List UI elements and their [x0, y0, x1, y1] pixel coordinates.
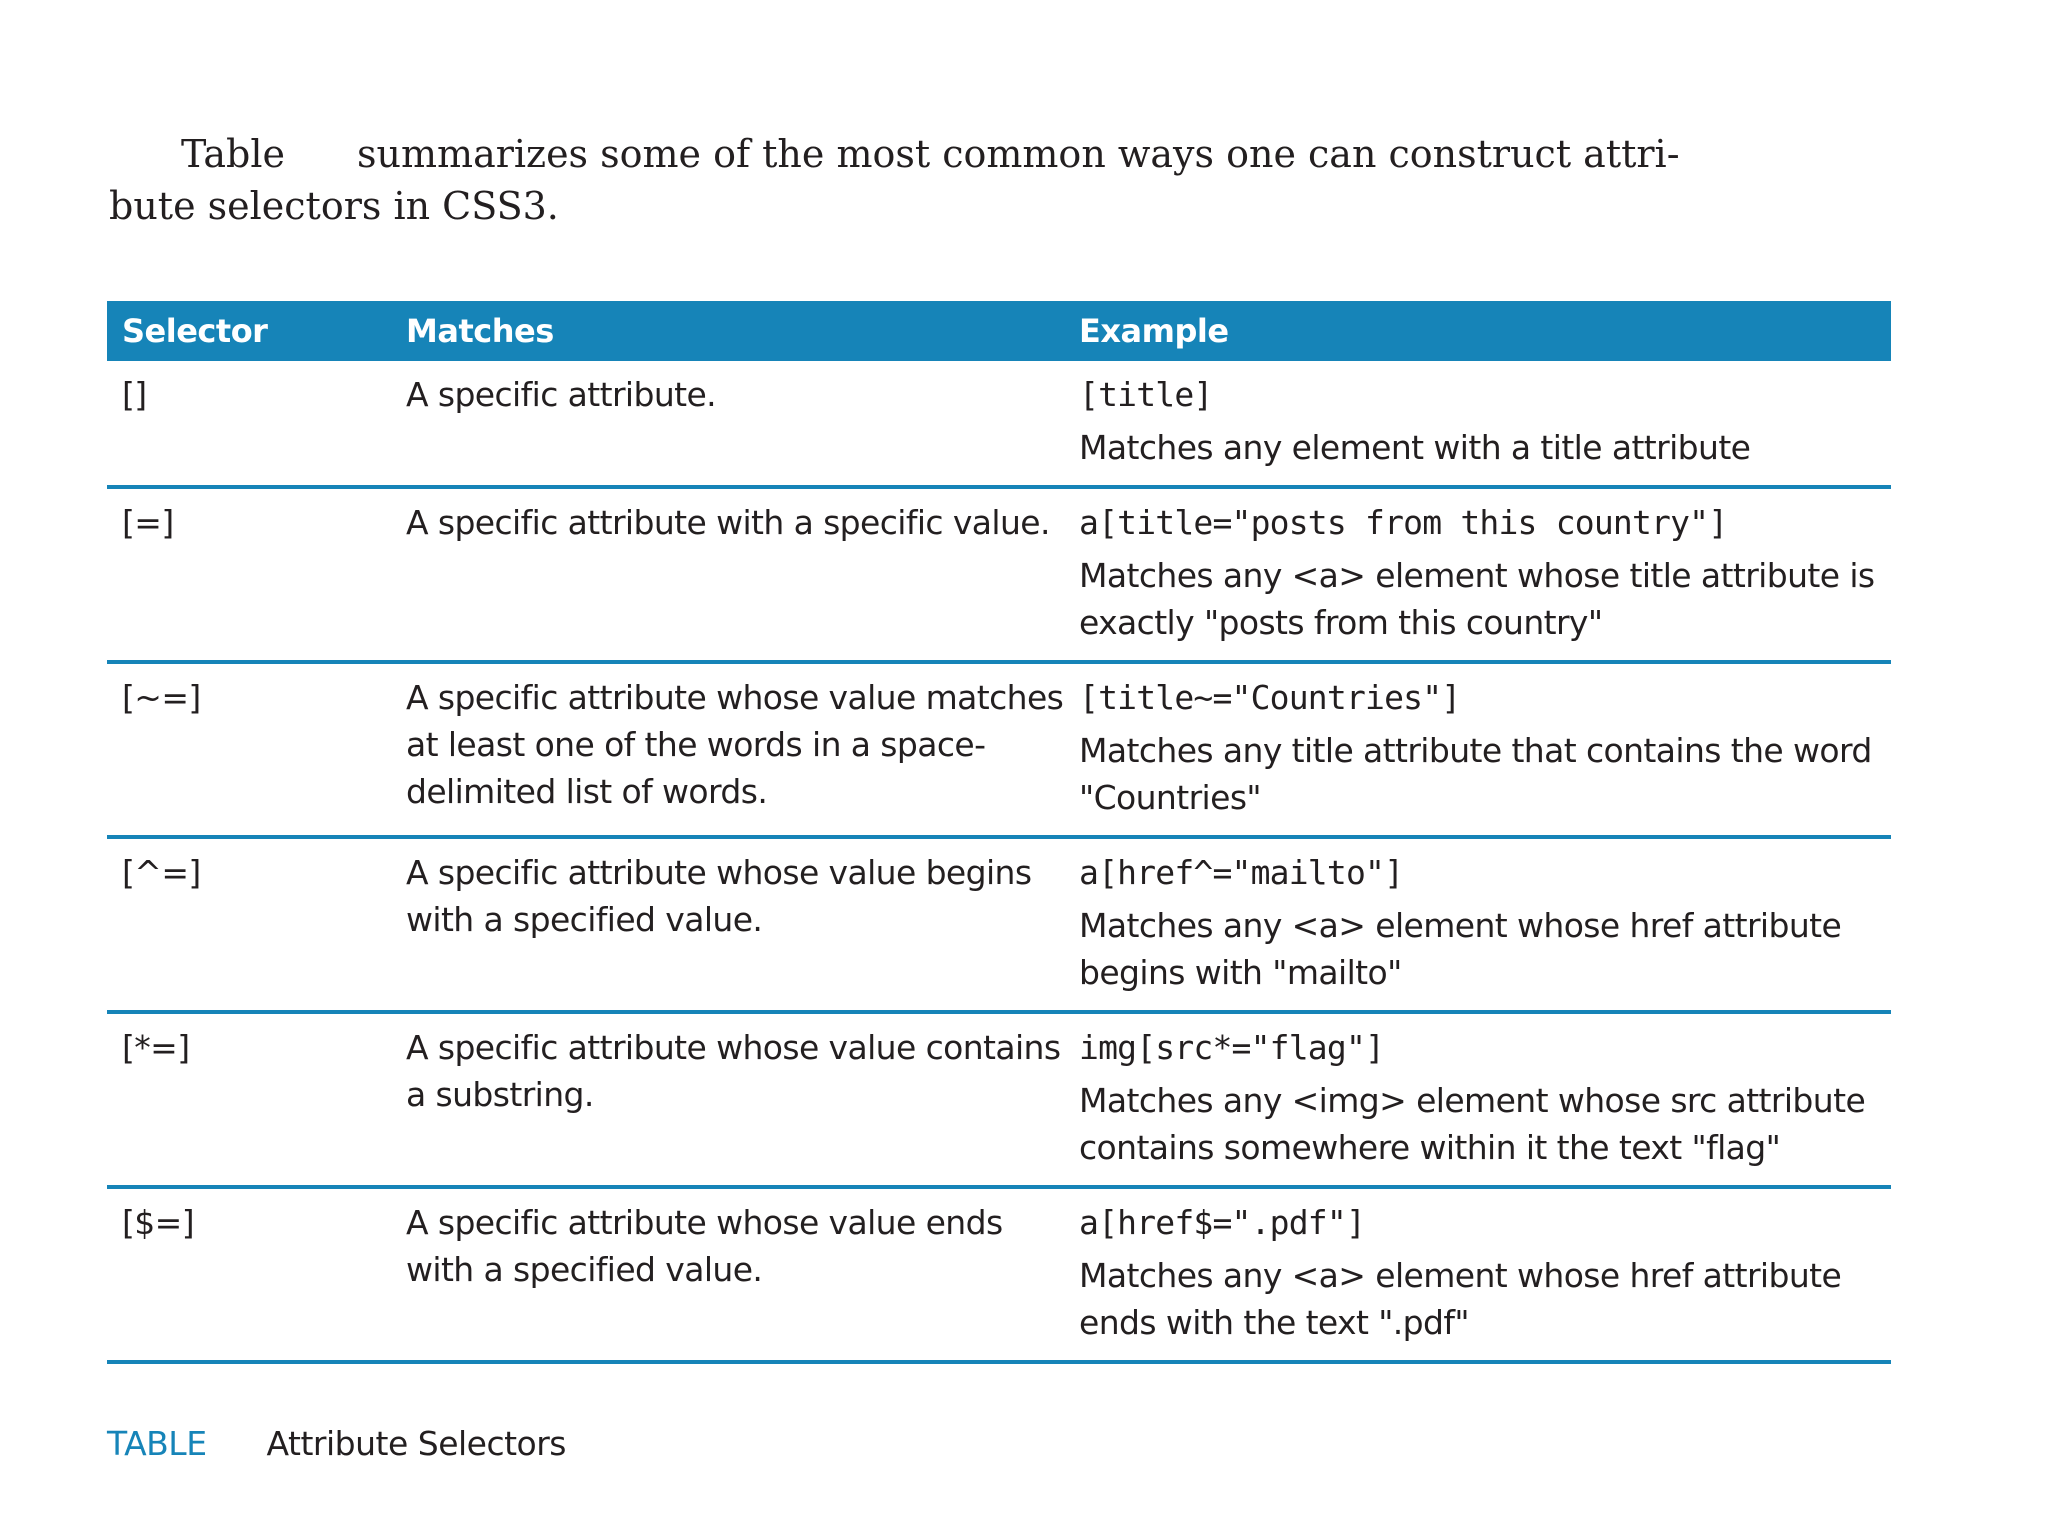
matches-cell: A specific attribute whose value begins with a specified value. [391, 837, 1065, 1012]
example-cell [1065, 487, 1891, 662]
intro-paragraph [109, 128, 1680, 232]
example-description: Matches any <a> element whose href attribute ends with the text ".pdf" [1079, 1256, 1842, 1342]
example-cell [1065, 662, 1891, 837]
intro-table-ref: Table [181, 132, 286, 176]
matches-cell: A specific attribute whose value ends with a specified value. [391, 1187, 1065, 1362]
example-description: Matches any <a> element whose href attribute begins with "mailto" [1079, 906, 1842, 992]
table-caption [107, 1422, 566, 1466]
example-code: a[title="posts from this country"] [1079, 503, 1728, 542]
header-selector: Selector [122, 312, 268, 350]
table-row [107, 361, 1891, 487]
intro-line-1 [109, 128, 1680, 180]
example-description: Matches any title attribute that contains the word "Countries" [1079, 731, 1872, 817]
selector-cell: [*=] [107, 1012, 391, 1187]
table-row [107, 1187, 1891, 1362]
selector-cell: [$=] [107, 1187, 391, 1362]
caption-title: Attribute Selectors [266, 1424, 567, 1463]
intro-text: summarizes some of the most common ways one can construct attri- [357, 132, 1680, 176]
selector-cell: [=] [107, 487, 391, 662]
matches-cell: A specific attribute. [391, 361, 1065, 487]
table-header-row [107, 301, 1891, 361]
example-code: a[href$=".pdf"] [1079, 1203, 1366, 1242]
matches-cell: A specific attribute with a specific value. [391, 487, 1065, 662]
table-row [107, 662, 1891, 837]
intro-line-2: bute selectors in CSS3. [109, 184, 559, 228]
example-cell [1065, 1012, 1891, 1187]
selector-cell: [] [107, 361, 391, 487]
table-row [107, 1012, 1891, 1187]
table-row [107, 487, 1891, 662]
selector-cell: [~=] [107, 662, 391, 837]
matches-cell: A specific attribute whose value matches at least one of the words in a space-delimited list of words. [391, 662, 1065, 837]
example-cell [1065, 361, 1891, 487]
header-example: Example [1079, 312, 1229, 350]
example-description: Matches any <a> element whose title attribute is exactly "posts from this country" [1079, 556, 1875, 642]
example-description: Matches any <img> element whose src attribute contains somewhere within it the text "flag" [1079, 1081, 1866, 1167]
selector-cell: [^=] [107, 837, 391, 1012]
example-description: Matches any element with a title attribute [1079, 428, 1751, 467]
example-cell [1065, 837, 1891, 1012]
caption-label: TABLE [107, 1424, 207, 1463]
example-cell [1065, 1187, 1891, 1362]
example-code: img[src*="flag"] [1079, 1028, 1385, 1067]
example-code: a[href^="mailto"] [1079, 853, 1404, 892]
table-row [107, 837, 1891, 1012]
header-matches: Matches [406, 312, 554, 350]
attribute-selectors-table [107, 301, 1891, 1364]
example-code: [title] [1079, 375, 1213, 414]
matches-cell: A specific attribute whose value contains a substring. [391, 1012, 1065, 1187]
example-code: [title~="Countries"] [1079, 678, 1461, 717]
